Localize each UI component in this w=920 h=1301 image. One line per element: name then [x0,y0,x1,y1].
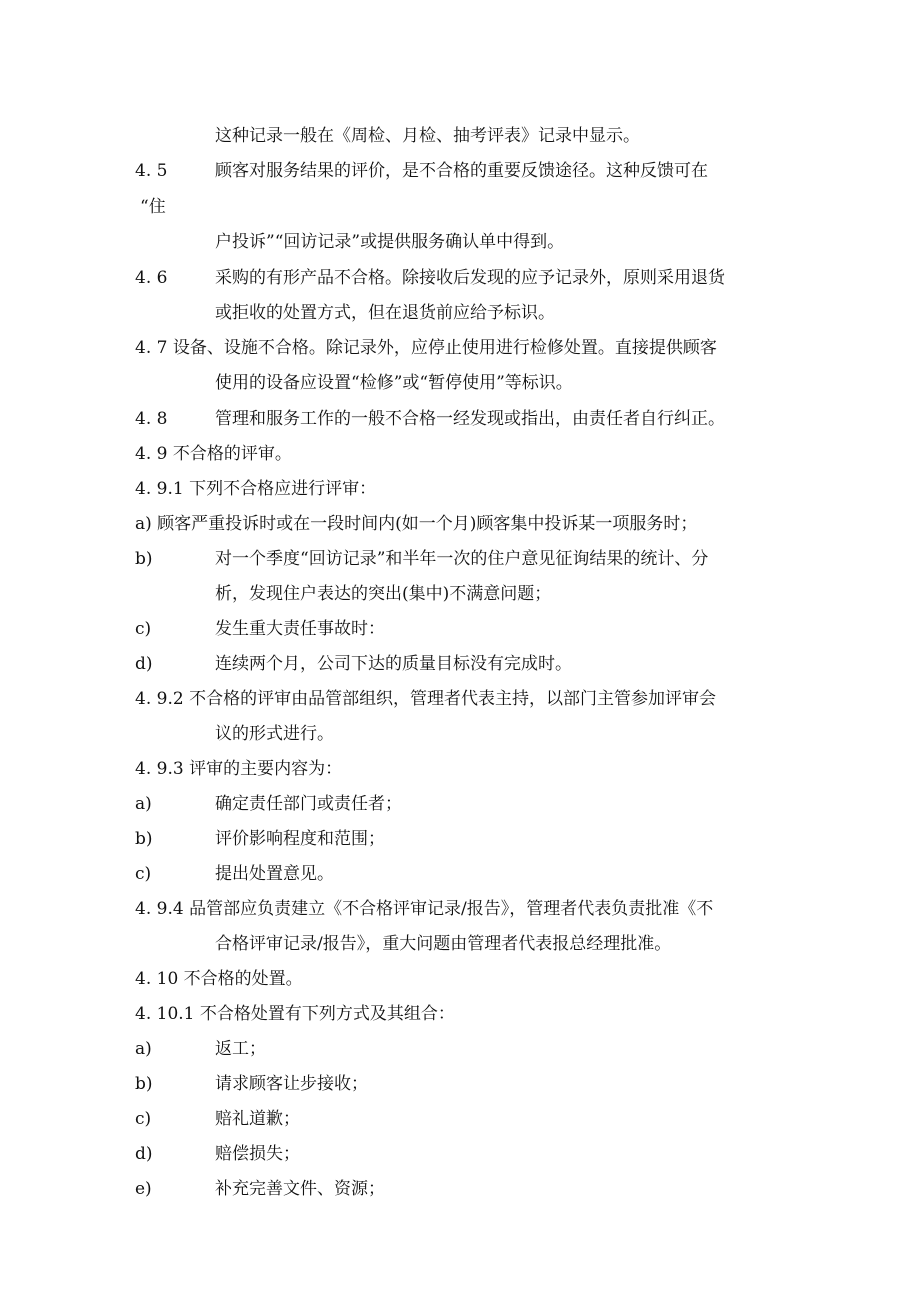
list-marker: c) [135,864,152,884]
text-line: 户投诉”“回访记录”或提供服务确认单中得到。 [215,232,565,252]
list-item: a) 顾客严重投诉时或在一段时间内(如一个月)顾客集中投诉某一项服务时； [135,514,698,534]
text-line: “住 [140,197,166,217]
list-item: 请求顾客让步接收； [215,1074,368,1094]
text-line: 这种记录一般在《周检、月检、抽考评表》记录中显示。 [215,126,640,146]
list-item: 连续两个月，公司下达的质量目标没有完成时。 [215,654,572,674]
text-line: 4. 9.1 下列不合格应进行评审： [135,479,377,499]
list-marker: a) [135,794,152,814]
section-heading: 4. 10 不合格的处置。 [135,969,303,989]
list-marker: b) [135,549,153,569]
list-item: 赔偿损失； [215,1144,300,1164]
list-marker: b) [135,829,153,849]
list-marker: c) [135,1109,152,1129]
text-line: 议的形式进行。 [215,724,334,744]
list-item: 发生重大责任事故时： [215,619,385,639]
list-marker: c) [135,619,152,639]
text-line: 4. 7 设备、设施不合格。除记录外，应停止使用进行检修处置。直接提供顾客 [135,338,717,358]
list-item: 评价影响程度和范围； [215,829,385,849]
list-item: 提出处置意见。 [215,864,334,884]
text-line: 管理和服务工作的一般不合格一经发现或指出，由责任者自行纠正。 [215,409,725,429]
text-line: 合格评审记录/报告》，重大问题由管理者代表报总经理批准。 [215,934,672,954]
clause-number: 4. 5 [135,161,168,181]
list-item: 返工； [215,1039,266,1059]
list-marker: e) [135,1179,152,1199]
text-line: 4. 9.2 不合格的评审由品管部组织，管理者代表主持，以部门主管参加评审会 [135,689,717,709]
clause-number: 4. 6 [135,268,168,288]
list-item: 确定责任部门或责任者； [215,794,402,814]
list-marker: b) [135,1074,153,1094]
list-marker: d) [135,1144,153,1164]
section-heading: 4. 9 不合格的评审。 [135,444,292,464]
text-line: 采购的有形产品不合格。除接收后发现的应予记录外，原则采用退货 [215,268,725,288]
text-line: 或拒收的处置方式，但在退货前应给予标识。 [215,303,555,323]
text-line: 4. 9.3 评审的主要内容为： [135,759,343,779]
text-line: 析，发现住户表达的突出(集中)不满意问题； [215,584,552,604]
list-marker: d) [135,654,153,674]
list-marker: a) [135,1039,152,1059]
clause-number: 4. 8 [135,409,168,429]
text-line: 顾客对服务结果的评价，是不合格的重要反馈途径。这种反馈可在 [215,161,708,181]
list-item: 赔礼道歉； [215,1109,300,1129]
list-item: 对一个季度“回访记录”和半年一次的住户意见征询结果的统计、分 [215,549,709,569]
text-line: 使用的设备应设置“检修”或“暂停使用”等标识。 [215,373,573,393]
list-item: 补充完善文件、资源； [215,1179,385,1199]
text-line: 4. 10.1 不合格处置有下列方式及其组合： [135,1004,455,1024]
text-line: 4. 9.4 品管部应负责建立《不合格评审记录/报告》，管理者代表负责批准《不 [135,899,714,919]
